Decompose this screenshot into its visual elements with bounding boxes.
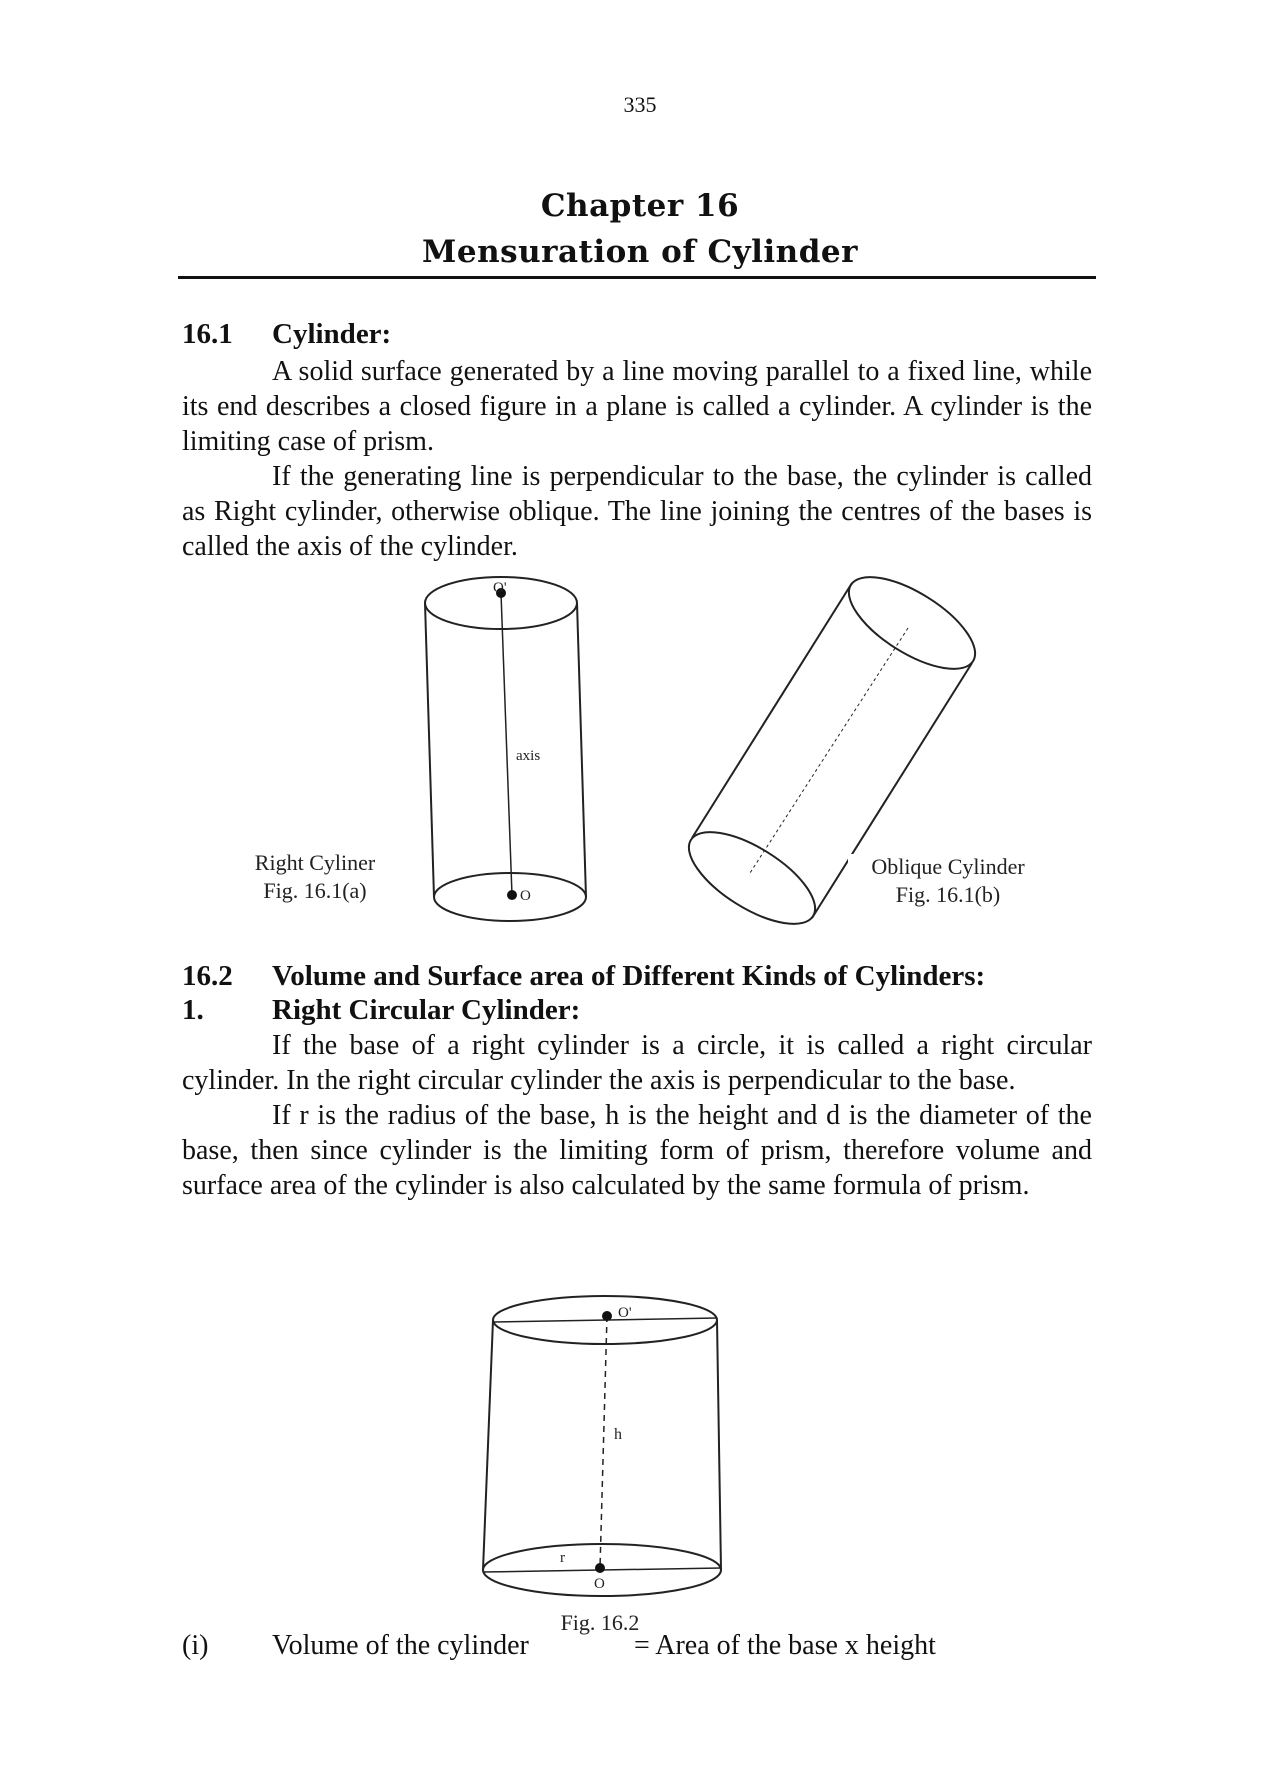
fig2-label-o-prime: O' bbox=[618, 1305, 632, 1321]
section-number: 16.1 bbox=[182, 318, 233, 350]
fig2-left-side bbox=[483, 1320, 493, 1570]
right-cylinder-fig-number: Fig. 16.1(a) bbox=[263, 878, 367, 903]
fig2-caption: Fig. 16.2 bbox=[560, 1610, 640, 1635]
fig2-label-r: r bbox=[560, 1550, 565, 1566]
paragraph: If the generating line is perpendicular to the base, the cylinder is called as Right cylinder, otherwise oblique. The line joining the centres of the bases is called the axis of the cylinder. bbox=[182, 461, 1092, 562]
right-cylinder-caption: Right Cyliner bbox=[254, 850, 376, 875]
subsection-title: Right Circular Cylinder: bbox=[272, 994, 581, 1026]
formula-index: (i) bbox=[182, 1630, 209, 1661]
right-circular-cylinder-diagram bbox=[483, 1296, 721, 1596]
formula-rhs: = Area of the base x height bbox=[634, 1630, 936, 1661]
section-title: Cylinder: bbox=[272, 318, 392, 350]
fig2-right-side bbox=[717, 1320, 721, 1570]
label-o-prime: O' bbox=[493, 580, 507, 596]
fig2-point-o bbox=[595, 1563, 605, 1573]
formula-lhs: Volume of the cylinder bbox=[272, 1630, 529, 1661]
fig2-label-o: O bbox=[594, 1576, 605, 1592]
paragraph: A solid surface generated by a line moving parallel to a fixed line, while its end describes a closed figure in a plane is called a cylinder. A cylinder is the limiting case of prism. bbox=[182, 356, 1092, 457]
oblique-cylinder-fig-number: Fig. 16.1(b) bbox=[895, 882, 1001, 907]
paragraph: If the base of a right cylinder is a circle, it is called a right circular cylinder. In the right circular cylinder the axis is perpendicular to the base. bbox=[182, 1030, 1092, 1096]
subsection-number: 1. bbox=[182, 994, 204, 1026]
section-title: Volume and Surface area of Different Kinds of Cylinders: bbox=[272, 960, 986, 992]
chapter-number: Chapter 16 bbox=[540, 188, 740, 224]
fig2-label-h: h bbox=[614, 1426, 622, 1443]
fig2-height-line bbox=[600, 1316, 607, 1568]
chapter-title: Mensuration of Cylinder bbox=[422, 234, 858, 270]
page-number: 335 bbox=[623, 92, 657, 117]
fig2-point-o-prime bbox=[602, 1311, 612, 1321]
oblique-cylinder-caption: Oblique Cylinder bbox=[848, 854, 1048, 880]
section-number: 16.2 bbox=[182, 960, 233, 992]
label-o: O bbox=[520, 888, 531, 904]
label-axis: axis bbox=[516, 748, 541, 764]
paragraph: If r is the radius of the base, h is the height and d is the diameter of the base, then since cylinder is the limiting form of prism, therefore volume and surface area of the cylinder is also calculated by the same formula of prism. bbox=[182, 1100, 1092, 1201]
